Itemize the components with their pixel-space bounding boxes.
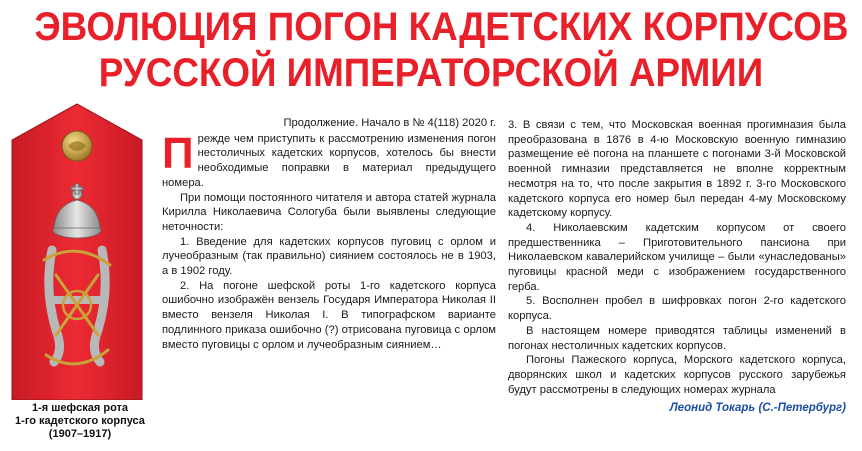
- paragraph-7: 5. Восполнен пробел в шифровках погон 2-го кадетского корпуса.: [508, 295, 846, 323]
- headline-line-1: ЭВОЛЮЦИЯ ПОГОН КАДЕТСКИХ КОРПУСОВ: [34, 5, 849, 49]
- drop-cap: П: [162, 128, 194, 178]
- caption-line-1: 1-я шефская рота: [31, 402, 129, 414]
- headline: [34, 4, 849, 96]
- paragraph-9: Погоны Пажеского корпуса, Морского кадетского корпуса, дворянских школ и кадетских корпусов русского зарубежья будут рассмотрены в следующих номерах журнала: [508, 354, 846, 396]
- article-column-1: [162, 116, 496, 352]
- paragraph-4: 2. На погоне шефской роты 1-го кадетского корпуса ошибочно изображён вензель Государя Императора Николая II вместо вензеля Николая I. В типографском варианте подлинного приказа ошибочно (?) отрисована пуговица с орлом вместо пуговицы с орлом и лучеобразным сиянием…: [162, 279, 496, 351]
- paragraph-intro: [162, 128, 496, 191]
- article-column-2: [508, 118, 846, 416]
- headline-line-2: РУССКОЙ ИМПЕРАТОРСКОЙ АРМИИ: [98, 51, 764, 95]
- paragraph-8: В настоящем номере приводятся таблицы изменений в погонах нестоличных кадетских корпусов.: [508, 324, 846, 352]
- caption-line-3: (1907–1917): [48, 428, 112, 440]
- paragraph-6: 4. Николаевским кадетским корпусом от своего предшественника – Приготовительного пансиона при Николаевском кавалерийском училище – были «унаследованы» пуговицы красной меди с изображением государственного герба.: [508, 221, 846, 293]
- shoulder-strap-figure: [4, 100, 150, 400]
- author-signature: Леонид Токарь (С.-Петербург): [669, 402, 846, 415]
- figure-caption: [0, 402, 160, 441]
- paragraph-3: 1. Введение для кадетских корпусов пуговиц с орлом и лучеобразным (так правильно) сиянием состоялось не в 1903, а в 1902 году.: [162, 235, 496, 278]
- caption-line-2: 1-го кадетского корпуса: [15, 415, 145, 427]
- paragraph-intro-text: режде чем приступить к рассмотрению изменения погон нестоличных кадетских корпусов, хотелось бы внести необходимые поправки в материал предыдущего номера.: [162, 132, 496, 189]
- shoulder-strap-illustration: [4, 100, 150, 400]
- continuation-note: Продолжение. Начало в № 4(118) 2020 г.: [283, 117, 496, 129]
- paragraph-5: 3. В связи с тем, что Московская военная прогимназия была преобразована в 1876 в 4-ю Московскую военную гимназию размещение её погона на планшете с погонами 3-й Московской военной гимназии представляется не вполне корректным несмотря на то, что после закрытия в 1892 г. 3-го Московского кадетского корпуса его номер был передан 4-му Московскому кадетскому корпусу.: [508, 119, 846, 220]
- paragraph-2: При помощи постоянного читателя и автора статей журнала Кирилла Николаевича Сологуба были выявлены следующие неточности:: [162, 191, 496, 233]
